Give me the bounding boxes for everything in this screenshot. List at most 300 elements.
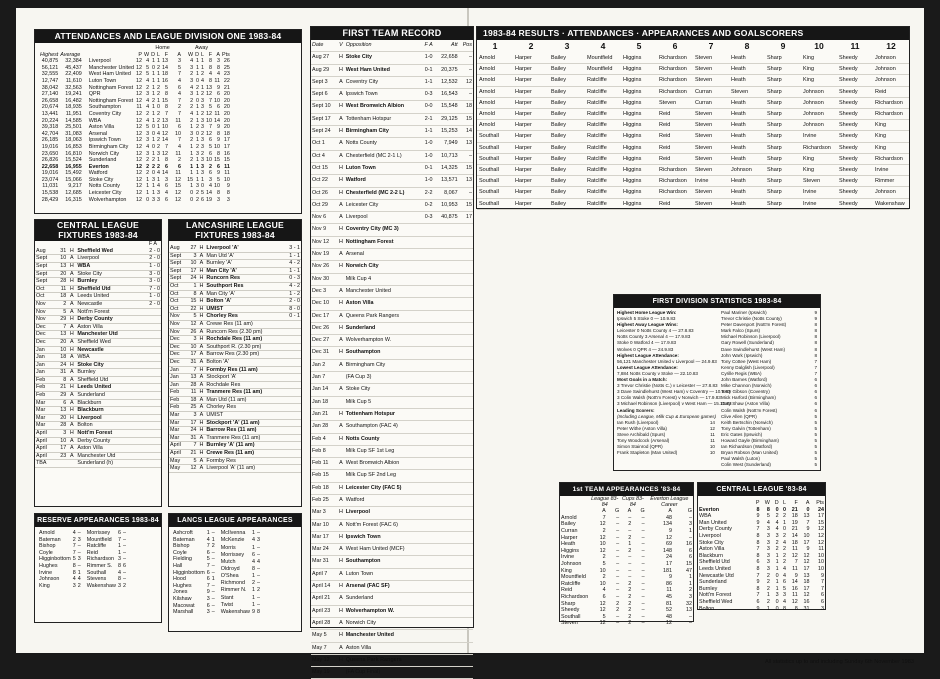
ft-cell [422,396,435,408]
fixture-cell: Man Utd (11 am) [205,396,283,404]
results-player: Steven [729,86,765,97]
ft-cell [435,470,459,482]
fa-cell: – [641,600,645,607]
attendance-cell: 12,685 [65,190,82,197]
cl-cell: 2 [766,585,770,592]
fa-cell: 12 [599,607,606,614]
results-player: Harper [513,187,549,198]
fixture-cell [284,320,301,328]
attendance-cell: Coventry City [88,110,122,117]
cl-cell: 11 [792,565,798,572]
cl-cell: 5 [766,513,770,520]
stat-number: 14 [709,419,715,425]
fixture-cell: Southport Res [205,282,283,290]
fixture-cell: 31 [55,369,67,377]
ft-cell: 12 [459,76,473,88]
attendance-cell: 1 [157,176,161,183]
fa-cell: Higgins [561,547,579,554]
cl-cell: 2 [775,513,779,520]
results-player: Bailey [549,86,585,97]
ft-cell [459,273,473,285]
fixture-row [35,361,161,369]
results-row [477,198,909,209]
cl-cell: 11 [792,546,798,553]
fa-cell: – [628,560,632,567]
ft-cell: Oct 22 [311,175,337,187]
lancs-fixtures-title: LANCASHIRE LEAGUE [186,220,284,230]
attendance-cell: 12 [136,84,143,91]
attendance-cell: 4 [178,91,182,98]
results-player: Bailey [549,109,585,120]
fa-cell: – [641,587,645,594]
cl-cell: 12 [791,552,798,559]
attendance-row [39,118,231,125]
attendance-cell: Norwich City [88,150,120,157]
home-label: Home [155,45,170,51]
fa-cell: – [616,574,620,581]
attendance-cell: Liverpool [88,58,111,65]
attendance-row [39,197,231,204]
attendance-cell: 12 [206,91,213,98]
first-team-row [311,593,473,605]
attendance-cell: 1 [152,183,156,190]
fixture-cell: Feb [35,376,55,384]
fixture-cell: H [67,407,76,415]
ft-cell: Mar 17 [311,531,337,543]
attendance-cell: 1 [152,91,156,98]
results-player: Bailey [549,131,585,142]
results-player: King [801,153,837,164]
fixture-cell: Feb [169,389,187,397]
ft-cell: Dec 3 [311,285,337,297]
fa-cell: – [641,521,645,528]
attendance-cell: 8 [209,77,213,84]
attendance-cell: 2 [157,84,161,91]
appearance-row [220,580,261,587]
fa-row [560,581,693,588]
fa-col-header: G [614,508,620,515]
attendance-cell: 3 [190,91,194,98]
ft-cell: 1-0 [422,52,435,64]
stat-text: Notts County 3 Arsenal 4 — 17.9.83 [617,334,691,340]
attendance-cell: 16 [223,150,230,157]
fixture-cell: 8 - 0 [284,305,301,313]
attendance-cell: 15 [187,176,194,183]
cl-cell: 3 [775,532,779,539]
results-player: Sharp [765,142,801,153]
fixture-cell: 29 [55,392,67,400]
cl-cell: 18 [791,513,798,520]
ft-cell: Manchester United [345,285,422,297]
appearance-row [86,537,127,544]
fixture-cell: Oct [35,285,55,293]
fixture-row [35,414,161,422]
cl-cell: 16 [803,598,810,605]
ft-cell: Nov 30 [311,273,337,285]
results-player: Steven [693,75,729,86]
fixture-cell: A [197,457,205,465]
appearance-cell: – [211,602,215,609]
attendance-cell: 12 [136,163,143,170]
first-team-row [311,568,473,580]
ft-cell [435,445,459,457]
appearance-cell: 1 [251,594,255,601]
fixture-cell: A [67,422,76,430]
results-player: Sheedy [837,165,873,176]
ft-cell: Tottenham Hotspur [345,408,422,420]
fixture-cell: Burnley 'A' [205,260,283,268]
cl-cell: 16 [791,585,798,592]
cl-col-header: F [794,500,798,506]
fixture-cell: Aston Villa [76,445,141,453]
cl-cell: 7 [806,519,810,526]
appearance-cell: Bateman [173,536,195,543]
attendance-cell: 2 [152,157,156,164]
fixture-cell: Aug [35,248,55,255]
cl-cell: WBA [699,513,712,520]
lancs-fixtures-subtitle: FIXTURES 1983-84 [195,229,275,240]
first-team-row [311,150,473,162]
fa-cell: Sharp [561,600,576,607]
fa-cell: 2 [628,593,632,600]
results-player: Ratcliffe [585,198,621,209]
appearance-cell: 1 [206,530,210,536]
ft-cell: Feb 4 [311,433,337,445]
attendance-cell: 9,217 [68,183,82,190]
attendance-cell: 14 [214,117,221,124]
ft-cell: Ipswich Town [345,89,422,101]
cl-cell: 18 [791,539,798,546]
first-team-row [311,396,473,408]
fixture-cell: A [67,270,76,278]
lancs-appearances-box [168,513,302,632]
ft-cell [459,335,473,347]
attendance-cell: 5 [178,64,182,71]
attendance-cell: 16,810 [65,150,82,157]
ft-cell [435,421,459,433]
scorer-name: Mick Harford (Birmingham) [721,395,776,401]
fixture-cell [284,450,301,458]
reserve-appearances-title: RESERVE APPEARANCES 1983-84 [35,514,161,527]
appearance-cell: – [122,569,126,576]
ft-cell: Sept 10 [311,101,337,113]
attendance-cell: 11 [224,163,230,170]
fa-cell: – [616,534,620,541]
attendance-cell: 4 [217,71,221,78]
appearance-row [38,570,82,577]
attendance-row [39,164,231,171]
attendance-cell: 12 [136,91,143,98]
attendance-cell: 12 [175,176,182,183]
stat-number: 11 [710,437,715,443]
results-player: Steven [801,176,837,187]
ft-cell: A [337,593,345,605]
ft-cell: H [337,175,345,187]
first-team-row [311,617,473,629]
fa-cell: Irvine [561,554,575,561]
fa-cell: 2 [628,607,632,614]
ft-cell: A [337,617,345,629]
stats-left-column [617,310,732,468]
ft-cell [422,494,435,506]
appearance-cell: Coyle [39,549,53,556]
ft-cell: H [337,236,345,248]
cl-cell: 12 [791,598,798,605]
attendance-cell: 2 [157,64,161,71]
ft-cell: Dec 31 [311,347,337,359]
ft-col-f: F [424,42,428,48]
appearance-cell: 8 [251,565,255,572]
ft-cell: 1-0 [422,150,435,162]
fixture-row [169,320,301,328]
fixture-cell [141,354,161,362]
ft-cell: 1-1 [422,76,435,88]
fixture-cell [141,430,161,438]
attendance-cell: 14,585 [65,117,82,124]
fixture-cell: Southport R. (2.30 pm) [205,343,283,351]
fixture-row [169,267,301,275]
cl-cell: 21 [791,506,798,513]
attendance-cell: 1 [152,71,156,78]
fixture-cell: H [197,313,205,321]
ft-cell: H [337,52,345,64]
ft-cell: – [459,89,473,101]
attendance-cell: QPR [88,91,101,98]
ft-cell: Birmingham City [345,359,422,371]
attendance-cell: 11 [175,170,182,177]
stat-text: Lowest League Attendance: [617,364,678,370]
ft-cell: Dec 26 [311,322,337,334]
cl-cell: 8 [756,552,760,559]
fa-cell: – [689,613,692,620]
fixture-cell: UMIST [205,305,283,313]
results-player: Sharp [765,97,801,108]
appearance-cell: Rimmer N. [220,587,247,594]
first-team-row [311,89,473,101]
appearance-cell: Hughes [173,582,192,589]
cl-cell: 7 [756,526,760,533]
attendance-cell: 2 [157,110,161,117]
ft-cell [459,384,473,396]
fixture-cell [67,460,76,468]
fixture-cell: A [67,437,76,445]
appearance-cell: 4 [72,576,76,583]
attendance-cell: 1 [201,64,205,71]
ft-cell [435,236,459,248]
results-player: Mountfield [585,53,621,64]
cl-cell: 3 [775,592,779,599]
fa-cell: – [616,560,620,567]
ft-cell: Arsenal (FAC SF) [345,581,422,593]
results-player: Reid [657,109,693,120]
fa-cell: 148 [663,547,673,554]
ft-cell: A [337,421,345,433]
results-player: King [873,131,909,142]
ft-cell [435,285,459,297]
results-player: Ratcliffe [585,165,621,176]
appearance-cell: Stevens [86,576,107,583]
attendance-cell: 1 [190,143,194,150]
cl-row [698,592,825,599]
fixture-cell: Runcorn Res [205,275,283,283]
fixture-cell: A [67,445,76,453]
col-a: A [216,51,221,58]
fixture-cell: Jan [35,346,55,354]
attendance-cell: 1 [190,183,194,190]
attendance-cell: 9 [217,170,221,177]
results-player: Higgins [621,176,657,187]
ft-cell: Oct 4 [311,150,337,162]
stat-text: Ipswich 5 Stoke 0 — 10.9.83 [617,316,676,322]
attendance-cell: 1 [152,190,156,197]
scorer-goals: 6 [814,395,817,401]
fixture-cell: 20 [55,338,67,346]
appearance-cell: Oldroyd [220,565,240,572]
fixture-cell [141,445,161,453]
fa-row [560,535,693,542]
attendance-cell: 11 [136,104,143,111]
ft-cell [459,507,473,519]
ft-cell [435,433,459,445]
scorer-goals: 5 [814,456,817,462]
fixture-cell: 18 [187,396,198,404]
fa-cell: – [641,527,645,534]
attendance-cell: 4 [157,170,161,177]
fixture-cell: Stoke City [76,361,141,369]
fixture-cell: 17 [187,267,198,275]
attendance-row [39,183,231,190]
ft-cell: A [337,113,345,125]
fixture-cell [284,336,301,344]
ft-cell [459,310,473,322]
results-player: Harper [513,86,549,97]
ft-cell: Feb 11 [311,458,337,470]
attendance-cell: 18 [223,130,230,137]
appearance-cell: 6 [206,576,210,583]
results-player: Heath [729,131,765,142]
fixture-cell: Feb [35,384,55,392]
ft-cell [459,531,473,543]
ft-cell: Dec 27 [311,335,337,347]
ft-cell [435,593,459,605]
fixture-row [169,275,301,283]
fixture-cell: A [197,290,205,298]
attendance-cell: 0 [196,97,200,104]
attendance-cell: 2 [146,163,150,170]
cl-cell: 9 [794,572,798,579]
fixture-cell: Mar [35,399,55,407]
ft-cell: H [337,433,345,445]
fixture-cell: A [197,351,205,359]
fixture-cell: Liverpool 'A' [205,245,283,252]
appearance-cell: – [122,536,126,543]
cl-cell: 7 [794,559,798,566]
results-player: Johnson [801,109,837,120]
col-l: L [157,51,161,58]
first-team-row [311,285,473,297]
results-player: Curran [693,86,729,97]
attendance-cell: 1 [201,58,205,65]
appearance-row [172,603,216,610]
results-player: Higgins [621,198,657,209]
results-player: King [801,53,837,64]
attendance-cell: 4 [165,190,169,197]
attendance-cell: 6 [165,183,169,190]
appearance-cell: Higginbottom [39,556,71,563]
appearance-cell: 4 [117,569,121,576]
appearance-cell: 6 [206,569,210,576]
fixture-cell: April [169,442,187,450]
scorer-name: Keith Bertschin (Norwich) [721,419,773,425]
fixture-cell: A [67,376,76,384]
appearance-row [38,550,82,557]
cl-col-header: A [805,500,810,506]
stat-number: 10 [709,450,715,456]
ft-cell [435,347,459,359]
fixture-cell: H [67,331,76,339]
attendance-cell: 13 [162,117,169,124]
cl-cell: 11 [792,592,798,599]
appearance-row [172,543,216,550]
ft-cell: H [337,64,345,76]
cl-cell: 7 [821,579,824,586]
reserve-appearances-box [34,513,162,623]
fixture-cell: H [67,430,76,438]
appearance-row [220,587,261,594]
ft-cell: Coventry City [345,76,422,88]
ft-cell [435,605,459,617]
results-player: Higgins [621,109,657,120]
cl-cell: Man United [699,519,727,526]
ft-cell [422,347,435,359]
attendance-cell: 8 [217,64,221,71]
fixture-cell: Barrow Res (2.30 pm) [205,351,283,359]
fixture-row [35,300,161,308]
attendance-cell: 12 [136,183,143,190]
attendance-cell: 19,016 [41,143,59,150]
first-team-row [311,667,473,679]
results-player: Sharp [765,64,801,75]
ft-cell [435,335,459,347]
first-team-header [311,40,473,52]
attendance-cell: 12 [162,130,169,137]
attendance-cell: 13 [206,84,213,91]
fixture-row [169,366,301,374]
cl-cell: 7 [756,592,760,599]
fixture-row [169,412,301,420]
results-player: Steven [693,64,729,75]
fixture-row [169,298,301,306]
attendance-cell: 11 [224,170,230,177]
fa-cell: – [616,514,620,521]
scorer-name: John Wark (Ipswich) [721,352,763,358]
results-player: Sharp [765,109,801,120]
results-player: Heath [729,97,765,108]
fixture-cell: Feb [35,392,55,400]
ft-cell [422,593,435,605]
appearance-cell: 1 [77,569,81,576]
attendance-cell: 1 [146,183,150,190]
fixture-row [35,376,161,384]
attendance-cell: 42,704 [41,130,59,137]
cl-cell: 21 [791,526,798,533]
ft-cell: 1-0 [422,175,435,187]
results-player: Irvine [873,165,909,176]
first-team-row [311,310,473,322]
ft-cell [459,421,473,433]
ft-cell: A [337,458,345,470]
fixture-cell: H [67,414,76,422]
